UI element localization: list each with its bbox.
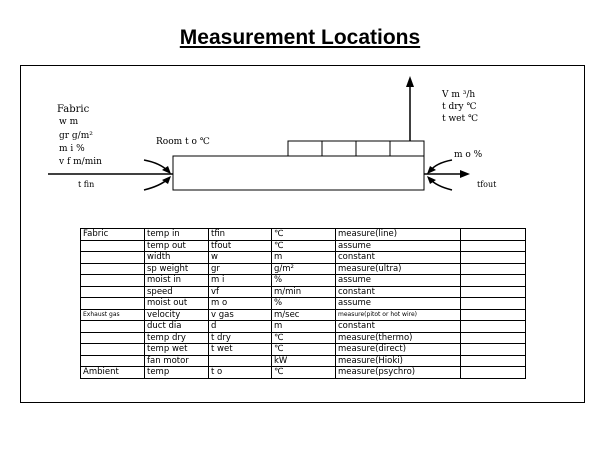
table-cell: speed [145, 286, 209, 298]
table-cell: tfin [209, 229, 272, 241]
table-cell [81, 240, 145, 252]
table-cell: ℃ [272, 344, 336, 356]
table-cell: v gas [209, 309, 272, 321]
table-cell [461, 240, 526, 252]
table-cell: ℃ [272, 240, 336, 252]
table-cell: m/sec [272, 309, 336, 321]
moisture-out-label: m o % [454, 150, 483, 160]
table-row [81, 252, 526, 264]
table-cell: constant [336, 252, 461, 264]
table-row [81, 229, 526, 241]
table-cell: m o [209, 298, 272, 310]
table-cell [461, 309, 526, 321]
fabric-width-label: w m [59, 117, 79, 127]
table-cell [461, 275, 526, 287]
table-cell: % [272, 275, 336, 287]
table-cell: measure(line) [336, 229, 461, 241]
table-cell [81, 321, 145, 333]
table-cell [461, 367, 526, 379]
table-cell: t dry [209, 332, 272, 344]
fabric-weight-label: gr g/m² [59, 131, 93, 141]
table-cell [81, 344, 145, 356]
table-cell: g/m² [272, 263, 336, 275]
table-cell: measure(direct) [336, 344, 461, 356]
fabric-speed-label: v f m/min [59, 157, 102, 167]
table-cell [81, 275, 145, 287]
room-temp-label: Room t o ℃ [156, 137, 210, 147]
table-cell: m/min [272, 286, 336, 298]
table-row [81, 321, 526, 333]
table-cell: constant [336, 321, 461, 333]
table-cell: kW [272, 355, 336, 367]
table-cell: ℃ [272, 367, 336, 379]
table-cell: width [145, 252, 209, 264]
table-cell [461, 321, 526, 333]
table-row [81, 240, 526, 252]
table-cell: temp out [145, 240, 209, 252]
table-cell: velocity [145, 309, 209, 321]
table-cell [461, 229, 526, 241]
table-cell: duct dia [145, 321, 209, 333]
table-cell [81, 252, 145, 264]
table-cell [461, 286, 526, 298]
exhaust-arrow-head [406, 76, 414, 87]
table-cell [461, 263, 526, 275]
table-cell: assume [336, 240, 461, 252]
temp-in-label: t fin [78, 180, 95, 189]
exhaust-volume-label: V m ³/h [442, 90, 476, 100]
table-cell: t o [209, 367, 272, 379]
table-cell: d [209, 321, 272, 333]
table-cell: gr [209, 263, 272, 275]
exhaust-wet-temp-label: t wet ℃ [442, 114, 479, 124]
table-cell [81, 263, 145, 275]
table-cell: w [209, 252, 272, 264]
table-cell: Fabric [81, 229, 145, 241]
table-row [81, 367, 526, 379]
table-cell [209, 355, 272, 367]
measurement-table [80, 228, 526, 379]
table-cell: fan motor [145, 355, 209, 367]
fabric-label: Fabric [57, 104, 90, 115]
table-cell: sp weight [145, 263, 209, 275]
table-cell: m [272, 252, 336, 264]
fabric-moisture-label: m i % [59, 144, 85, 154]
table-cell: assume [336, 275, 461, 287]
table-cell [81, 286, 145, 298]
table-cell [461, 355, 526, 367]
exhaust-dry-temp-label: t dry ℃ [442, 102, 477, 112]
page-title: Measurement Locations [179, 26, 421, 49]
table-cell: temp dry [145, 332, 209, 344]
table-cell [81, 355, 145, 367]
fabric-arrow-head [460, 170, 470, 178]
table-cell: measure(Hioki) [336, 355, 461, 367]
table-row [81, 298, 526, 310]
table-cell: measure(pitot or hot wire) [336, 309, 461, 321]
table-cell: assume [336, 298, 461, 310]
table-cell [461, 332, 526, 344]
temp-out-label: tfout [477, 180, 497, 189]
table-cell: vf [209, 286, 272, 298]
table-cell [461, 298, 526, 310]
table-cell: m [272, 321, 336, 333]
table-cell: Exhaust gas [81, 309, 145, 321]
table-cell: measure(thermo) [336, 332, 461, 344]
table-cell: ℃ [272, 332, 336, 344]
table-row [81, 355, 526, 367]
table-row [81, 309, 526, 321]
table-cell [461, 344, 526, 356]
table-cell [81, 332, 145, 344]
table-cell: temp wet [145, 344, 209, 356]
table-cell: moist out [145, 298, 209, 310]
table-cell: measure(psychro) [336, 367, 461, 379]
table-cell [461, 252, 526, 264]
table-cell: moist in [145, 275, 209, 287]
table-row [81, 286, 526, 298]
table-cell: ℃ [272, 229, 336, 241]
table-cell: temp in [145, 229, 209, 241]
table-cell: % [272, 298, 336, 310]
dryer-body [173, 156, 424, 190]
table-row [81, 332, 526, 344]
table-cell: measure(ultra) [336, 263, 461, 275]
table-row [81, 275, 526, 287]
table-cell: Ambient [81, 367, 145, 379]
table-row [81, 263, 526, 275]
table-cell: t wet [209, 344, 272, 356]
table-row [81, 344, 526, 356]
table-cell: m i [209, 275, 272, 287]
table-cell: constant [336, 286, 461, 298]
table-cell: tfout [209, 240, 272, 252]
table-cell [81, 298, 145, 310]
table-cell: temp [145, 367, 209, 379]
